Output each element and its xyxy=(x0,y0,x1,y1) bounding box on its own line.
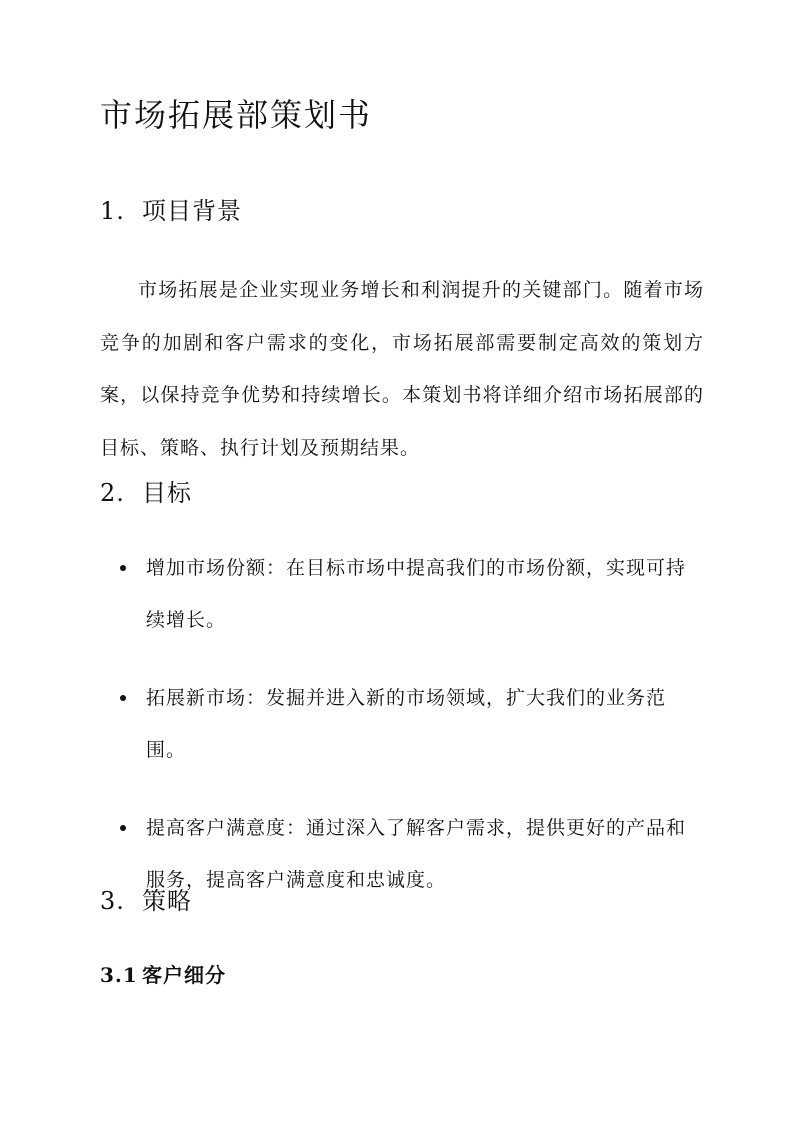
list-item xyxy=(100,542,704,646)
section-heading-goals xyxy=(100,478,192,509)
section-title: 目标 xyxy=(142,479,192,507)
background-paragraph: 市场拓展是企业实现业务增长和利润提升的关键部门。随着市场竞争的加剧和客户需求的变化，市场拓展部需要制定高效的策划方案，以保持竞争优势和持续增长。本策划书将详细介绍市场拓展部的目标、策略、执行计划及预期结果。 xyxy=(100,279,704,459)
list-item-text: 增加市场份额：在目标市场中提高我们的市场份额，实现可持续增长。 xyxy=(146,557,687,631)
section-title: 策略 xyxy=(142,887,192,915)
section-heading-background xyxy=(100,196,242,227)
bullet-icon xyxy=(120,825,126,831)
section-number: 3. xyxy=(100,887,125,915)
section-title: 项目背景 xyxy=(142,197,242,225)
section-number: 2. xyxy=(100,479,125,507)
bullet-icon xyxy=(120,565,126,571)
goals-list xyxy=(100,542,704,932)
list-item-text: 拓展新市场：发掘并进入新的市场领域，扩大我们的业务范围。 xyxy=(146,687,667,761)
list-item-text: 提高客户满意度：通过深入了解客户需求，提供更好的产品和服务，提高客户满意度和忠诚度。 xyxy=(146,817,687,891)
bullet-icon xyxy=(120,695,126,701)
section-heading-strategy xyxy=(100,886,192,917)
document-title: 市场拓展部策划书 xyxy=(100,96,373,134)
subsection-heading-customer-segmentation xyxy=(100,962,226,988)
section-number: 1. xyxy=(100,197,125,225)
list-item xyxy=(100,672,704,776)
subsection-title: 客户细分 xyxy=(142,963,226,987)
subsection-number: 3.1 xyxy=(100,963,138,987)
